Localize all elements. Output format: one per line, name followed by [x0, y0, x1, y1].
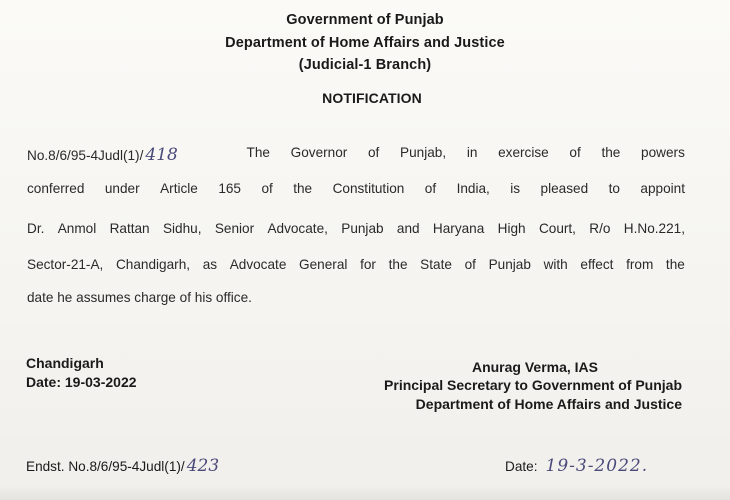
body-word: Rattan — [109, 221, 150, 236]
body-word: Constitution — [332, 181, 405, 196]
body-word: the — [601, 145, 621, 160]
body-word: is — [510, 181, 521, 196]
branch-heading: (Judicial-1 Branch) — [298, 57, 432, 73]
scan-edge-shadow — [0, 486, 730, 500]
body-word: for — [360, 257, 376, 272]
body-word: Advocate — [229, 257, 287, 272]
body-word: Haryana — [432, 221, 485, 236]
signatory-department: Department of Home Affairs and Justice — [415, 396, 682, 412]
signatory-title: Principal Secretary to Government of Punjab — [384, 377, 682, 393]
body-word: Punjab — [341, 221, 384, 236]
reference-printed: No.8/6/95-4Judl(1)/ — [27, 148, 144, 163]
body-word: Court, — [538, 221, 576, 236]
body-word: Punjab, — [400, 145, 447, 160]
body-line-2 — [27, 181, 685, 196]
department-heading: Department of Home Affairs and Justice — [225, 35, 505, 51]
endorsement-printed: Endst. No.8/6/95-4Judl(1)/ — [26, 459, 185, 474]
endorsement-reference — [26, 456, 219, 476]
body-word: to — [608, 181, 620, 196]
issue-place: Chandigarh — [26, 355, 104, 371]
body-word: Governor — [290, 145, 348, 160]
body-word: 165 — [218, 181, 241, 196]
body-word: of — [261, 181, 273, 196]
body-word: of — [368, 145, 380, 160]
body-word: of — [464, 257, 476, 272]
body-word: Dr. — [27, 221, 45, 236]
body-word: Sector-21-A, — [27, 257, 104, 272]
body-word: as — [202, 257, 218, 272]
body-word: of — [569, 145, 581, 160]
body-word: from — [626, 257, 654, 272]
endorsement-date-handwritten: 19-3-2022. — [545, 456, 649, 476]
body-line-3 — [27, 221, 685, 236]
body-word: the — [293, 181, 313, 196]
body-word: with — [543, 257, 568, 272]
body-word: under — [104, 181, 140, 196]
body-word: Chandigarh, — [115, 257, 191, 272]
body-word: conferred — [27, 181, 85, 196]
body-word: General — [299, 257, 348, 272]
body-word: R/o — [589, 221, 611, 236]
body-word: Advocate, — [267, 221, 328, 236]
body-word: exercise — [498, 145, 549, 160]
endorsement-handwritten: 423 — [186, 456, 220, 476]
body-word: High — [497, 221, 526, 236]
body-word: Article — [160, 181, 198, 196]
body-word: pleased — [540, 181, 589, 196]
body-word: Anmol — [57, 221, 97, 236]
signatory-name: Anurag Verma, IAS — [471, 359, 598, 375]
body-word: India, — [456, 181, 490, 196]
body-word: Senior — [214, 221, 255, 236]
body-word: in — [466, 145, 478, 160]
body-word: and — [396, 221, 420, 236]
body-line-5: date he assumes charge of his office. — [27, 290, 252, 305]
body-line-4 — [27, 257, 685, 272]
body-word: effect — [580, 257, 614, 272]
endorsement-date — [505, 456, 648, 476]
reference-handwritten: 418 — [145, 145, 178, 165]
body-word: the — [665, 257, 685, 272]
government-heading: Government of Punjab — [286, 12, 444, 28]
body-word: the — [388, 257, 408, 272]
body-word: Punjab — [488, 257, 531, 272]
body-word: The — [246, 145, 270, 160]
body-word: H.No.221, — [623, 221, 685, 236]
reference-number — [27, 145, 226, 165]
body-word: powers — [641, 145, 685, 160]
endorsement-date-label: Date: — [505, 459, 538, 474]
body-word: appoint — [640, 181, 685, 196]
issue-date: Date: 19-03-2022 — [26, 374, 137, 390]
notification-title: NOTIFICATION — [322, 90, 422, 106]
body-word: State — [420, 257, 452, 272]
body-word: of — [424, 181, 437, 196]
body-word: Sidhu, — [162, 221, 202, 236]
body-line-1 — [27, 145, 685, 165]
